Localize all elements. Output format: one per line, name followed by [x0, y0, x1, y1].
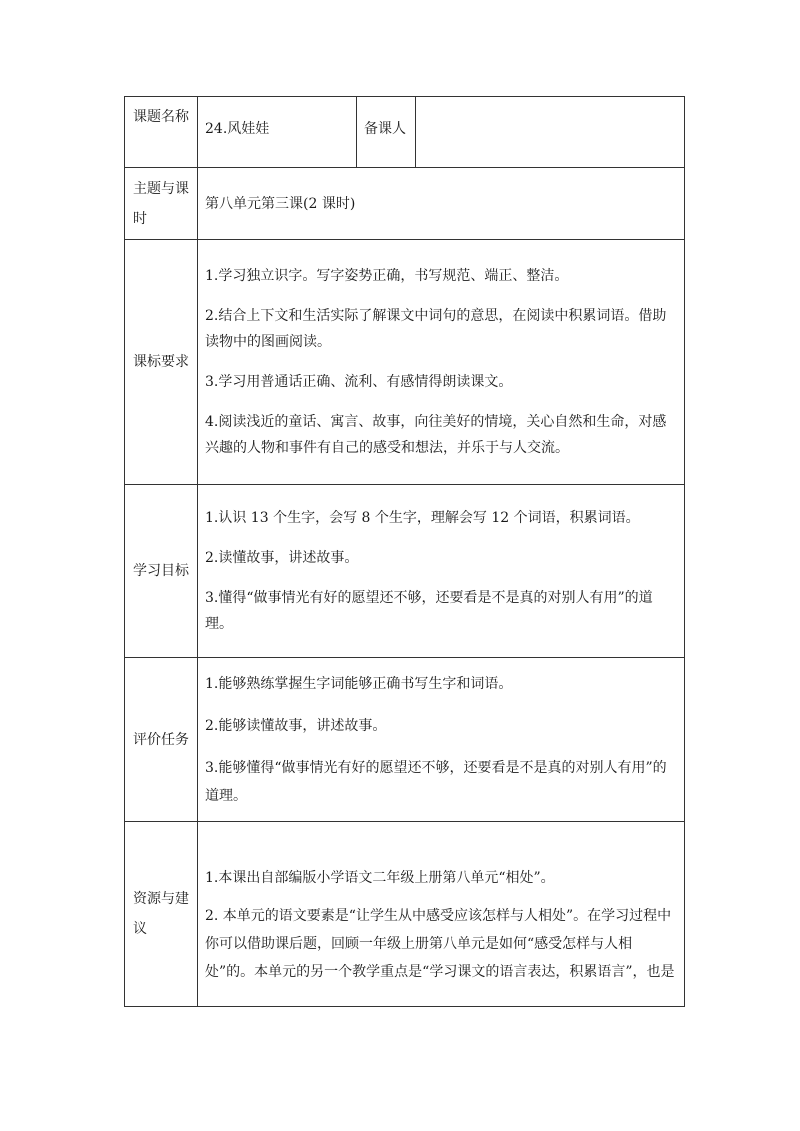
lesson-title-value: 24.风娃娃 — [205, 121, 270, 137]
theme-value: 第八单元第三课(2 课时) — [205, 195, 356, 212]
evaluation-item-3: 3.能够懂得“做事情光有好的愿望还不够，还要看是不是真的对别人有用”的道理。 — [205, 759, 667, 804]
preparer-value-cell — [416, 97, 685, 168]
lesson-title-cell — [198, 97, 357, 168]
evaluation-cell — [198, 658, 685, 822]
row-theme — [125, 168, 685, 240]
standards-item-1: 1.学习独立识字。写字姿势正确，书写规范、端正、整洁。 — [205, 268, 569, 284]
goals-item-2: 2.读懂故事，讲述故事。 — [205, 550, 359, 566]
standards-cell — [198, 240, 685, 485]
resources-item-2: 2. 本单元的语文要素是“让学生从中感受应该怎样与人相处”。在学习过程中你可以借助课后题，回顾一年级上册第八单元是如何“感受怎样与人相处”的。本单元的另一个教学重点是“学习课文的语言表达，积累语言”，也是 — [205, 908, 675, 980]
resources-item-1: 1.本课出自部编版小学语文二年级上册第八单元“相处”。 — [205, 870, 555, 886]
label-theme — [125, 168, 198, 240]
goals-item-1: 1.认识 13 个生字，会写 8 个生字，理解会写 12 个词语，积累词语。 — [205, 510, 640, 526]
goals-cell — [198, 485, 685, 658]
label-goals — [125, 485, 198, 658]
row-resources — [125, 822, 685, 1007]
label-lesson-title-text: 课题名称 — [133, 109, 189, 125]
label-standards — [125, 240, 198, 485]
lesson-plan-table — [124, 96, 685, 1007]
standards-item-4: 4.阅读浅近的童话、寓言、故事，向往美好的情境，关心自然和生命，对感兴趣的人物和事件有自己的感受和想法，并乐于与人交流。 — [205, 414, 667, 456]
evaluation-item-2: 2.能够读懂故事，讲述故事。 — [205, 717, 387, 734]
row-standards — [125, 240, 685, 485]
label-standards-text: 课标要求 — [133, 354, 189, 370]
goals-item-3: 3.懂得“做事情光有好的愿望还不够，还要看是不是真的对别人有用”的道理。 — [205, 590, 653, 632]
label-resources — [125, 822, 198, 1007]
resources-cell — [198, 822, 685, 1007]
label-evaluation — [125, 658, 198, 822]
standards-item-3: 3.学习用普通话正确、流利、有感情得朗读课文。 — [205, 374, 513, 390]
standards-item-2: 2.结合上下文和生活实际了解课文中词句的意思，在阅读中积累词语。借助读物中的图画阅读。 — [205, 308, 667, 350]
theme-cell — [198, 168, 685, 240]
label-preparer-text: 备课人 — [364, 121, 406, 137]
label-theme-text: 主题与课时 — [133, 180, 189, 227]
row-lesson-title — [125, 97, 685, 168]
row-evaluation — [125, 658, 685, 822]
row-goals — [125, 485, 685, 658]
label-evaluation-text: 评价任务 — [133, 731, 189, 748]
label-preparer — [357, 97, 416, 168]
evaluation-item-1: 1.能够熟练掌握生字词能够正确书写生字和词语。 — [205, 675, 513, 692]
label-goals-text: 学习目标 — [133, 563, 189, 579]
label-lesson-title — [125, 97, 198, 168]
label-resources-text: 资源与建议 — [133, 891, 189, 937]
